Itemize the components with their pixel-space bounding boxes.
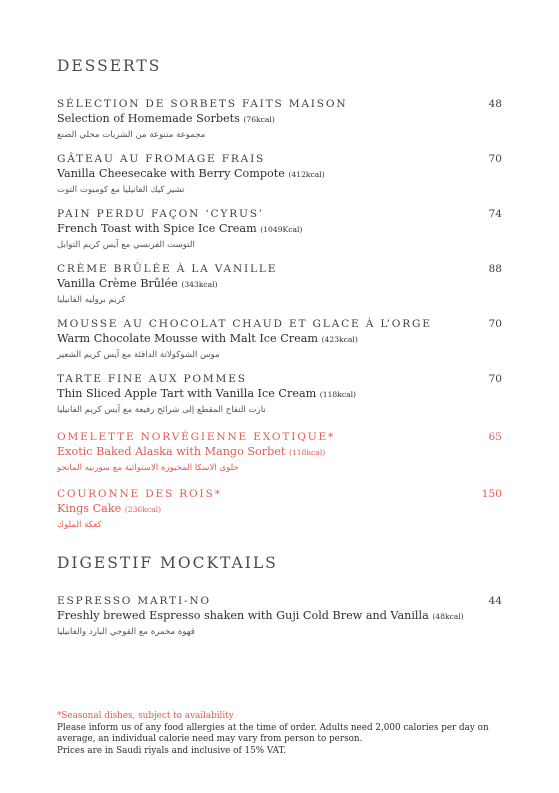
menu-item-seasonal — [57, 431, 502, 474]
item-arabic-name: تارت التفاح المقطع إلى شرائح رفيعة مع آيس كريم الفانيليا — [57, 405, 266, 415]
menu-item — [57, 595, 502, 638]
item-arabic-name: تشيز كيك الفانيليا مع كومبوت التوت — [57, 185, 185, 195]
item-arabic-name: كريم بروليه الفانيليا — [57, 295, 126, 305]
item-price: 65 — [488, 431, 502, 443]
item-calories: (76kcal) — [243, 115, 275, 124]
item-french-name: MOUSSE AU CHOCOLAT CHAUD ET GLACE À L’ORGE — [57, 318, 432, 330]
item-arabic-name: موس الشوكولاتة الدافئة مع آيس كريم الشعير — [57, 350, 220, 360]
item-french-name: ESPRESSO MARTI-NO — [57, 595, 211, 607]
item-arabic-name: مجموعة متنوعة من الشربات محلي الصنع — [57, 130, 206, 140]
allergy-note: Please inform us of any food allergies at the time of order. Adults need 2,000 calories per day on — [57, 722, 489, 733]
menu-item — [57, 263, 502, 306]
item-english-name: Kings Cake (236kcal) — [57, 502, 162, 515]
item-french-name: GÂTEAU AU FROMAGE FRAIS — [57, 153, 266, 165]
item-price: 48 — [488, 98, 502, 110]
item-english-name: Selection of Homemade Sorbets (76kcal) — [57, 112, 275, 125]
footer-notes — [57, 711, 507, 757]
menu-item — [57, 208, 502, 251]
menu-item — [57, 373, 502, 416]
item-price: 44 — [488, 595, 502, 607]
item-french-name: OMELETTE NORVÉGIENNE EXOTIQUE* — [57, 431, 336, 443]
item-english-name: Vanilla Cheesecake with Berry Compote (412kcal) — [57, 167, 325, 180]
item-english-name: Exotic Baked Alaska with Mango Sorbet (118kcal) — [57, 445, 326, 458]
calorie-note: average, an individual calorie need may vary from person to person. — [57, 734, 363, 744]
item-price: 150 — [481, 488, 502, 500]
menu-item — [57, 318, 502, 361]
item-french-name: PAIN PERDU FAÇON ‘CYRUS’ — [57, 208, 264, 220]
vat-note: Prices are in Saudi riyals and inclusive of 15% VAT. — [57, 745, 286, 756]
item-english-name: Freshly brewed Espresso shaken with Guji Cold Brew and Vanilla (48kcal) — [57, 609, 464, 622]
item-french-name: TARTE FINE AUX POMMES — [57, 373, 247, 385]
item-calories: (118kcal) — [319, 390, 357, 399]
item-french-name: COURONNE DES ROIS* — [57, 488, 222, 500]
item-arabic-name: قهوة مخمرة مع القوجي البارد والفانيليا — [57, 627, 195, 637]
item-calories: (412kcal) — [288, 170, 325, 179]
item-calories: (1049Kcal) — [260, 225, 303, 234]
menu-item — [57, 98, 502, 141]
desserts-section-title: DESSERTS — [57, 57, 162, 75]
item-price: 70 — [488, 373, 502, 385]
item-price: 70 — [488, 318, 502, 330]
seasonal-note: *Seasonal dishes, subject to availability — [57, 711, 234, 721]
item-calories: (236kcal) — [124, 505, 162, 514]
item-english-name: Vanilla Crème Brûlée (343kcal) — [57, 277, 218, 290]
item-calories: (343kcal) — [181, 280, 218, 289]
item-calories: (118kcal) — [288, 448, 326, 457]
item-calories: (423kcal) — [321, 335, 358, 344]
item-english-name: Warm Chocolate Mousse with Malt Ice Cream (423kcal) — [57, 332, 358, 345]
mocktails-section-title: DIGESTIF MOCKTAILS — [57, 554, 278, 572]
item-arabic-name: كعكة الملوك — [57, 520, 102, 530]
item-french-name: SÉLECTION DE SORBETS FAITS MAISON — [57, 98, 348, 110]
menu-item-seasonal — [57, 488, 502, 531]
menu-item — [57, 153, 502, 196]
item-price: 70 — [488, 153, 502, 165]
item-arabic-name: التوست الفرنسي مع آيس كريم التوابل — [57, 240, 195, 250]
item-calories: (48kcal) — [432, 612, 464, 621]
item-english-name: French Toast with Spice Ice Cream (1049Kcal) — [57, 222, 303, 235]
item-french-name: CRÈME BRÛLÉE À LA VANILLE — [57, 263, 278, 275]
item-english-name: Thin Sliced Apple Tart with Vanilla Ice Cream (118kcal) — [57, 387, 357, 400]
item-price: 88 — [488, 263, 502, 275]
item-price: 74 — [488, 208, 502, 220]
item-arabic-name: حلوى الاسكا المخبوزة الاستوائية مع سوربيه المانجو — [57, 463, 239, 473]
